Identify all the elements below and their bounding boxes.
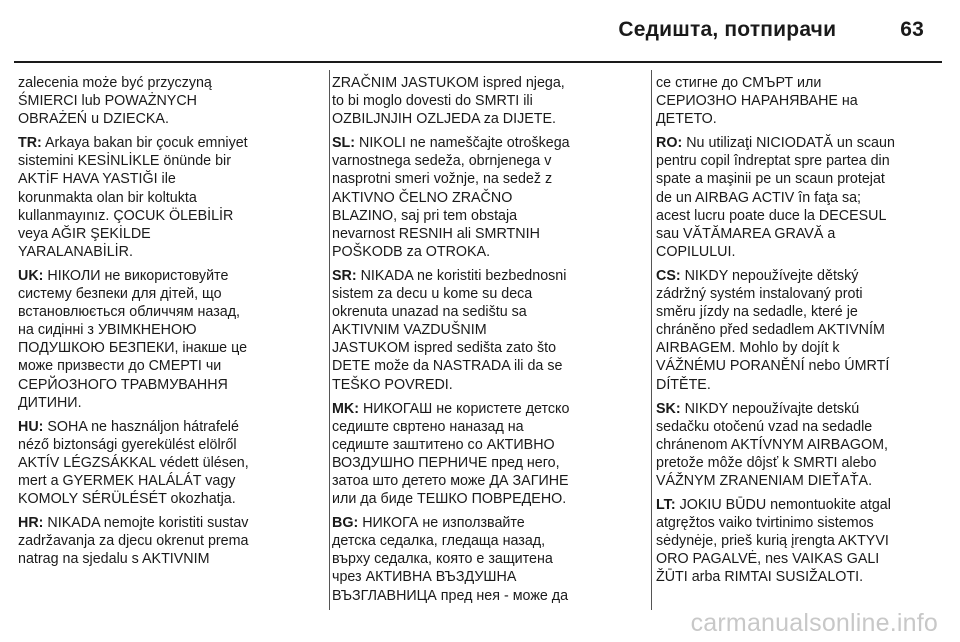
paragraph-line bbox=[656, 339, 950, 357]
paragraph-line bbox=[332, 472, 628, 490]
warning-paragraph bbox=[332, 514, 628, 604]
line-text: AKTIVNIM VAZDUŠNIM bbox=[332, 322, 487, 339]
paragraph-line bbox=[332, 550, 628, 568]
paragraph-line bbox=[332, 418, 628, 436]
paragraph-line bbox=[332, 436, 628, 454]
language-code: MK: bbox=[332, 400, 359, 417]
paragraph-line bbox=[332, 225, 628, 243]
page-number: 63 bbox=[900, 18, 924, 41]
language-code: UK: bbox=[18, 267, 44, 284]
paragraph-line bbox=[656, 496, 950, 514]
paragraph-line bbox=[332, 74, 628, 92]
line-text: POŠKODB za OTROKA. bbox=[332, 243, 491, 260]
warning-paragraph bbox=[18, 134, 318, 261]
line-text: DÍTĚTE. bbox=[656, 376, 711, 393]
line-text: AKTÍV LÉGZSÁKKAL védett ülésen, bbox=[18, 454, 249, 471]
paragraph-line bbox=[332, 303, 628, 321]
line-text: nasprotni smeri vožnje, na sedež z bbox=[332, 171, 553, 188]
paragraph-line bbox=[18, 134, 318, 152]
paragraph-line bbox=[656, 285, 950, 303]
line-text: върху седалка, която е защитена bbox=[332, 551, 553, 568]
paragraph-line bbox=[656, 74, 950, 92]
paragraph-line bbox=[332, 532, 628, 550]
column-divider-1 bbox=[329, 70, 330, 610]
paragraph-line bbox=[656, 418, 950, 436]
line-text: встановлюється обличчям назад, bbox=[18, 304, 241, 321]
text-column-1 bbox=[18, 74, 318, 574]
paragraph-line bbox=[332, 92, 628, 110]
line-text: varnostnega sedeža, obrnjenega v bbox=[332, 153, 552, 170]
paragraph-line bbox=[18, 170, 318, 188]
line-text: JOKIU BŪDU nemontuokite atgal bbox=[675, 497, 891, 514]
line-text: NIKDY nepoužívajte detskú bbox=[680, 400, 860, 417]
paragraph-line bbox=[332, 110, 628, 128]
paragraph-line bbox=[656, 568, 950, 586]
line-text: okrenuta unazad na sedištu sa bbox=[332, 304, 527, 321]
line-text: YARALANABİLİR. bbox=[18, 243, 133, 260]
line-text: ŽŪTI arba RIMTAI SUSIŽALOTI. bbox=[656, 569, 864, 586]
line-text: VÁŽNYM ZRANENIAM DIEŤAŤA. bbox=[656, 472, 873, 489]
paragraph-line bbox=[656, 170, 950, 188]
warning-paragraph bbox=[332, 134, 628, 261]
paragraph-line bbox=[18, 321, 318, 339]
line-text: zádržný systém instalovaný proti bbox=[656, 286, 863, 303]
paragraph-line bbox=[656, 207, 950, 225]
paragraph-line bbox=[18, 285, 318, 303]
warning-paragraph bbox=[656, 74, 950, 128]
paragraph-line bbox=[332, 400, 628, 418]
line-text: СЕРИОЗНО НАРАНЯВАНЕ на bbox=[656, 93, 858, 110]
line-text: BLAZINO, saj pri tem obstaja bbox=[332, 207, 518, 224]
line-text: ZRAČNIM JASTUKOM ispred njega, bbox=[332, 75, 565, 91]
paragraph-line bbox=[656, 357, 950, 375]
warning-paragraph bbox=[18, 514, 318, 568]
language-code: SR: bbox=[332, 267, 357, 284]
line-text: zalecenia może być przyczyną bbox=[18, 75, 212, 91]
paragraph-line bbox=[656, 514, 950, 532]
paragraph-line bbox=[656, 110, 950, 128]
paragraph-line bbox=[332, 357, 628, 375]
line-text: směru jízdy na sedadle, které je bbox=[656, 304, 858, 321]
paragraph-line bbox=[656, 267, 950, 285]
paragraph-line bbox=[656, 189, 950, 207]
paragraph-line bbox=[18, 243, 318, 261]
line-text: ВЪЗГЛАВНИЦА пред нея - може да bbox=[332, 587, 569, 604]
language-code: SL: bbox=[332, 135, 356, 152]
paragraph-line bbox=[18, 394, 318, 412]
paragraph-line bbox=[18, 152, 318, 170]
line-text: може призвести до СМЕРТІ чи bbox=[18, 358, 222, 375]
paragraph-line bbox=[18, 550, 318, 568]
paragraph-line bbox=[18, 376, 318, 394]
warning-paragraph bbox=[332, 267, 628, 394]
warning-paragraph bbox=[656, 400, 950, 490]
language-code: BG: bbox=[332, 515, 359, 532]
paragraph-line bbox=[18, 454, 318, 472]
paragraph-line bbox=[18, 74, 318, 92]
paragraph-line bbox=[18, 267, 318, 285]
paragraph-line bbox=[656, 532, 950, 550]
line-text: AKTIVNO ČELNO ZRAČNO bbox=[332, 189, 513, 206]
paragraph-line bbox=[18, 514, 318, 532]
line-text: СЕРЙОЗНОГО ТРАВМУВАННЯ bbox=[18, 376, 228, 393]
line-text: Nu utilizaţi NICIODATĂ un scaun bbox=[682, 135, 895, 152]
line-text: kullanmayınız. ÇOCUK ÖLEBİLİR bbox=[18, 207, 234, 224]
paragraph-line bbox=[332, 376, 628, 394]
line-text: ВОЗДУШНО ПЕРНИЧЕ пред него, bbox=[332, 454, 560, 471]
text-column-3 bbox=[656, 74, 950, 593]
column-divider-2 bbox=[651, 70, 652, 610]
line-text: или да биде ТЕШКО ПОВРЕДЕНО. bbox=[332, 491, 567, 508]
language-code: TR: bbox=[18, 135, 42, 152]
line-text: AIRBAGEM. Mohlo by dojít k bbox=[656, 340, 840, 357]
paragraph-line bbox=[18, 110, 318, 128]
page-header bbox=[618, 18, 924, 42]
warning-paragraph bbox=[18, 267, 318, 412]
paragraph-line bbox=[332, 285, 628, 303]
line-text: НИКОГАШ не користете детско bbox=[359, 400, 570, 417]
paragraph-line bbox=[332, 514, 628, 532]
line-text: систему безпеки для дітей, що bbox=[18, 286, 222, 303]
line-text: to bi moglo dovesti do SMRTI ili bbox=[332, 93, 533, 110]
paragraph-line bbox=[18, 207, 318, 225]
paragraph-line bbox=[18, 189, 318, 207]
line-text: ДЕТЕТО. bbox=[656, 111, 717, 128]
line-text: VÁŽNÉMU PORANĚNÍ nebo ÚMRTÍ bbox=[656, 358, 890, 375]
paragraph-line bbox=[332, 267, 628, 285]
line-text: ДИТИНИ. bbox=[18, 394, 82, 411]
paragraph-line bbox=[332, 490, 628, 508]
paragraph-line bbox=[656, 436, 950, 454]
line-text: OZBILJNJIH OZLJEDA za DIJETE. bbox=[332, 111, 557, 128]
language-code: HR: bbox=[18, 515, 44, 532]
line-text: NIKOLI ne nameščajte otroškega bbox=[355, 135, 570, 152]
line-text: sau VĂTĂMAREA GRAVĂ a bbox=[656, 225, 836, 242]
paragraph-line bbox=[18, 436, 318, 454]
line-text: korunmakta olan bir koltukta bbox=[18, 189, 197, 206]
line-text: AKTİF HAVA YASTIĞI ile bbox=[18, 171, 176, 188]
line-text: DETE može da NASTRADA ili da se bbox=[332, 358, 563, 375]
paragraph-line bbox=[18, 490, 318, 508]
paragraph-line bbox=[332, 134, 628, 152]
paragraph-line bbox=[656, 550, 950, 568]
warning-paragraph bbox=[332, 400, 628, 509]
line-text: sistemini KESİNLİKLE önünde bir bbox=[18, 153, 231, 170]
line-text: COPILULUI. bbox=[656, 243, 736, 260]
line-text: детска седалка, гледаща назад, bbox=[332, 533, 546, 550]
warning-paragraph bbox=[656, 496, 950, 586]
line-text: NIKADA ne koristiti bezbednosni bbox=[356, 267, 567, 284]
line-text: atgręžtos vaiko tvirtinimo sistemos bbox=[656, 515, 874, 532]
paragraph-line bbox=[656, 472, 950, 490]
line-text: sedačku otočenú vzad na sedadle bbox=[656, 418, 873, 435]
line-text: чрез АКТИВНА ВЪЗДУШНА bbox=[332, 569, 517, 586]
language-code: CS: bbox=[656, 267, 681, 284]
line-text: mert a GYERMEK HALÁLÁT vagy bbox=[18, 472, 236, 489]
line-text: spate a maşinii pe un scaun protejat bbox=[656, 171, 885, 188]
paragraph-line bbox=[656, 454, 950, 472]
paragraph-line bbox=[332, 454, 628, 472]
line-text: ŚMIERCI lub POWAŻNYCH bbox=[18, 93, 197, 110]
text-column-2 bbox=[332, 74, 628, 611]
line-text: ORO PAGALVĖ, nes VAIKAS GALI bbox=[656, 551, 880, 568]
language-code: HU: bbox=[18, 418, 44, 435]
paragraph-line bbox=[18, 418, 318, 436]
warning-paragraph bbox=[18, 418, 318, 508]
paragraph-line bbox=[332, 321, 628, 339]
line-text: veya AĞIR ŞEKİLDE bbox=[18, 225, 151, 242]
header-rule bbox=[14, 61, 942, 63]
line-text: НІКОЛИ не використовуйте bbox=[43, 267, 229, 284]
line-text: се стигне до СМЪРТ или bbox=[656, 75, 822, 91]
line-text: NIKDY nepoužívejte dětský bbox=[680, 267, 859, 284]
line-text: JASTUKOM ispred sedišta zato što bbox=[332, 340, 557, 357]
line-text: седиште свртено наназад на bbox=[332, 418, 524, 435]
paragraph-line bbox=[656, 376, 950, 394]
line-text: NIKADA nemojte koristiti sustav bbox=[43, 515, 249, 532]
line-text: acest lucru poate duce la DECESUL bbox=[656, 207, 887, 224]
paragraph-line bbox=[332, 339, 628, 357]
paragraph-line bbox=[332, 207, 628, 225]
line-text: nevarnost RESNIH ali SMRTNIH bbox=[332, 225, 540, 242]
paragraph-line bbox=[332, 152, 628, 170]
line-text: SOHA ne használjon hátrafelé bbox=[43, 418, 239, 435]
paragraph-line bbox=[332, 587, 628, 605]
paragraph-line bbox=[332, 243, 628, 261]
paragraph-line bbox=[656, 243, 950, 261]
warning-paragraph bbox=[656, 134, 950, 261]
language-code: SK: bbox=[656, 400, 681, 417]
paragraph-line bbox=[656, 152, 950, 170]
paragraph-line bbox=[656, 303, 950, 321]
paragraph-line bbox=[18, 303, 318, 321]
line-text: zadržavanja za djecu okrenut prema bbox=[18, 533, 249, 550]
line-text: ПОДУШКОЮ БЕЗПЕКИ, інакше це bbox=[18, 340, 248, 357]
paragraph-line bbox=[18, 225, 318, 243]
line-text: sėdynėje, prieš kurią įrengta AKTYVI bbox=[656, 533, 889, 550]
watermark: carmanualsonline.info bbox=[690, 609, 938, 637]
paragraph-line bbox=[18, 339, 318, 357]
page-title: Седишта, потпирачи bbox=[618, 18, 837, 41]
paragraph-line bbox=[18, 472, 318, 490]
line-text: на сидінні з УВІМКНЕНОЮ bbox=[18, 322, 197, 339]
paragraph-line bbox=[656, 92, 950, 110]
line-text: chránenom AKTÍVNYM AIRBAGOM, bbox=[656, 436, 889, 453]
line-text: OBRAŻEŃ u DZIECKA. bbox=[18, 111, 169, 128]
line-text: затоа што детето може ДА ЗАГИНЕ bbox=[332, 472, 569, 489]
language-code: LT: bbox=[656, 497, 676, 514]
warning-paragraph bbox=[18, 74, 318, 128]
paragraph-line bbox=[656, 225, 950, 243]
paragraph-line bbox=[18, 532, 318, 550]
warning-paragraph bbox=[332, 74, 628, 128]
paragraph-line bbox=[332, 189, 628, 207]
paragraph-line bbox=[18, 92, 318, 110]
line-text: НИКОГА не използвайте bbox=[358, 515, 525, 532]
line-text: KOMOLY SÉRÜLÉSÉT okozhatja. bbox=[18, 491, 236, 508]
language-code: RO: bbox=[656, 135, 683, 152]
line-text: sistem za decu u kome su deca bbox=[332, 286, 533, 303]
paragraph-line bbox=[332, 568, 628, 586]
line-text: de un AIRBAG ACTIV în faţa sa; bbox=[656, 189, 862, 206]
line-text: TEŠKO POVREDI. bbox=[332, 376, 453, 393]
line-text: néző biztonsági gyerekülést elölről bbox=[18, 436, 237, 453]
line-text: chráněno před sedadlem AKTIVNÍM bbox=[656, 322, 885, 339]
paragraph-line bbox=[332, 170, 628, 188]
paragraph-line bbox=[656, 134, 950, 152]
line-text: pretože môže dôjsť k SMRTI alebo bbox=[656, 454, 877, 471]
paragraph-line bbox=[18, 357, 318, 375]
line-text: natrag na sjedalu s AKTIVNIM bbox=[18, 551, 210, 568]
paragraph-line bbox=[656, 400, 950, 418]
line-text: Arkaya bakan bir çocuk emniyet bbox=[41, 135, 248, 152]
line-text: pentru copil îndreptat spre partea din bbox=[656, 153, 890, 170]
paragraph-line bbox=[656, 321, 950, 339]
warning-paragraph bbox=[656, 267, 950, 394]
line-text: седиште заштитено со АКТИВНО bbox=[332, 436, 555, 453]
